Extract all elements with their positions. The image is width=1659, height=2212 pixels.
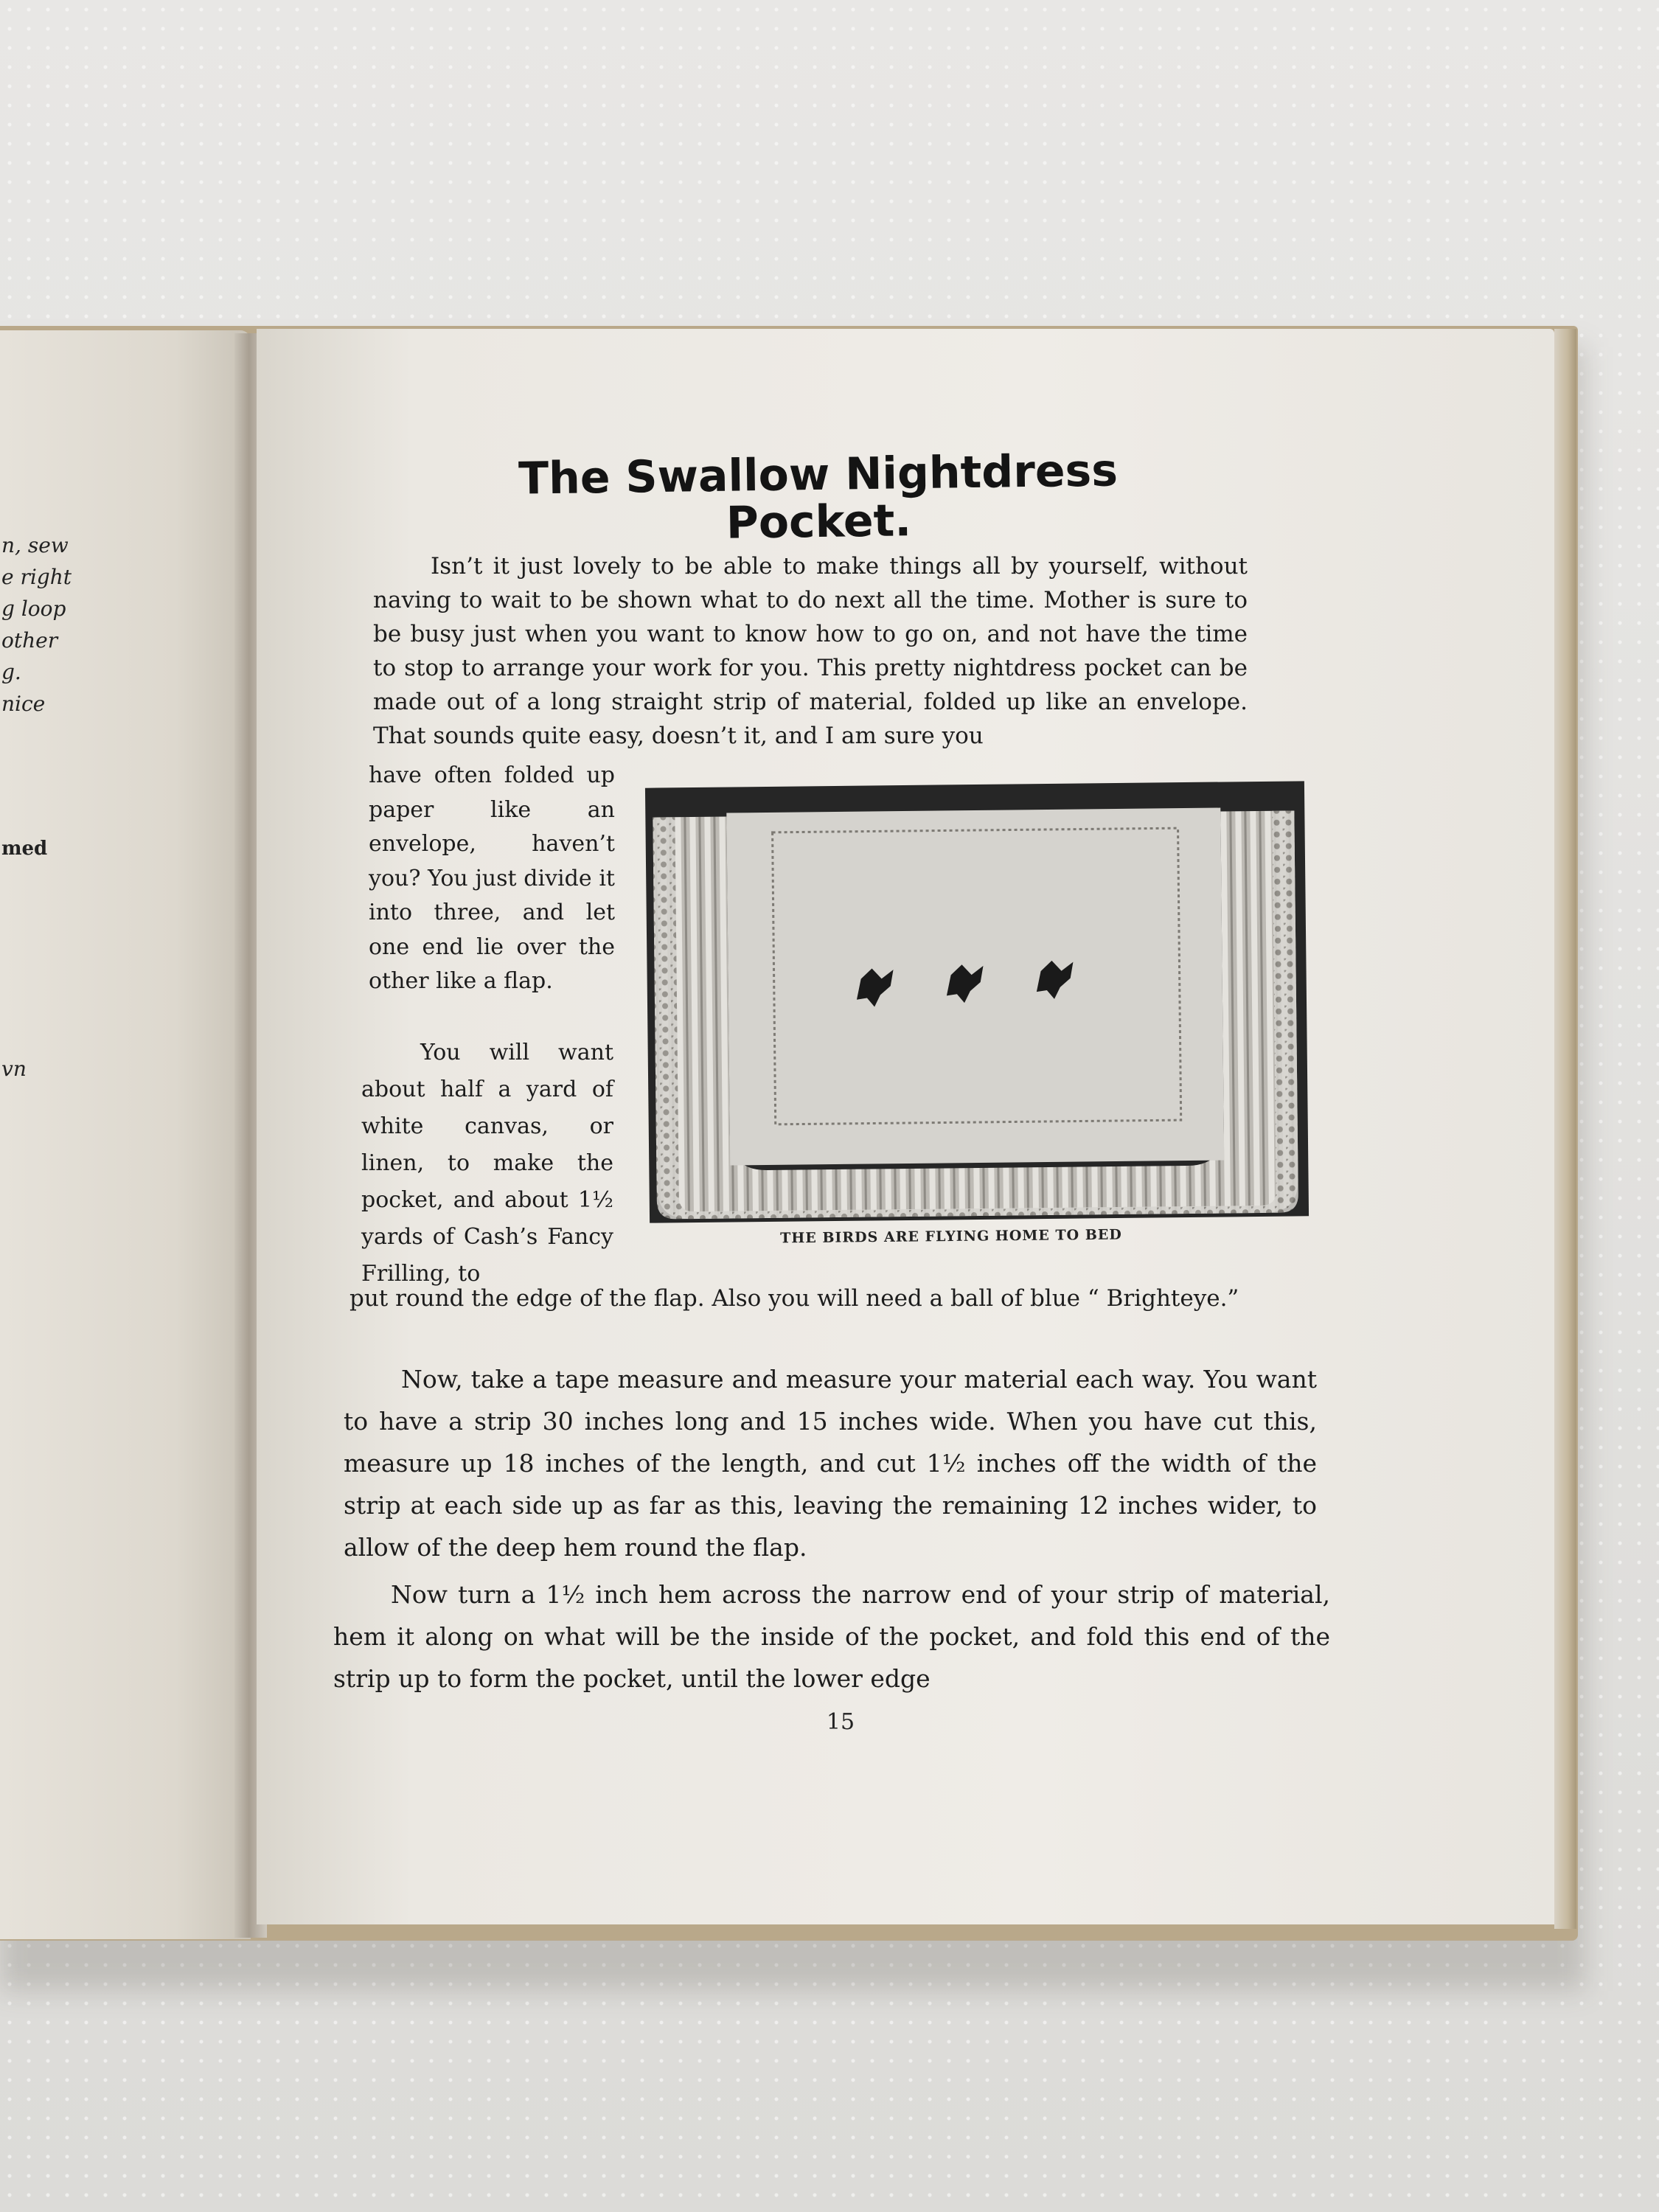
paragraph-2-narrow: You will want about half a yard of white canvas, or linen, to make the pocket, and about 1½ yards of Cash’s Fancy Frilling, to <box>361 1040 613 1287</box>
left-page-fragment: nice <box>1 692 46 716</box>
paragraph-4: Now turn a 1½ inch hem across the narrow end of your strip of material, hem it along on what will be the inside of the pocket, and fold this end of the strip up to form the pocket, until the lower edge <box>333 1580 1330 1693</box>
page-title <box>412 445 1225 551</box>
left-page-fragment: e right <box>1 565 72 589</box>
title-line-1: The Swallow Nightdress <box>518 445 1119 505</box>
nightdress-pocket-image <box>645 781 1309 1222</box>
pocket-photo <box>645 781 1309 1222</box>
photo-caption: THE BIRDS ARE FLYING HOME TO BED <box>780 1226 1122 1247</box>
paragraph-3: Now, take a tape measure and measure your material each way. You want to have a strip 30 inches long and 15 inches wide. When you have cut this, measure up 18 inches of the length, and cut 1½ inches off the width of the strip at each side up as far as this, leaving the remaining 12 inches wider, to allow of the deep hem round the flap. <box>344 1365 1317 1562</box>
page-number: 15 <box>826 1709 855 1735</box>
left-page-fragment: med <box>1 838 48 860</box>
left-page-fragment: g. <box>1 660 21 684</box>
page-edge <box>1554 329 1576 1929</box>
left-page-fragment: vn <box>1 1057 27 1081</box>
left-page <box>0 330 251 1939</box>
left-page-fragment: g loop <box>1 597 66 621</box>
left-page-fragment: other <box>1 628 58 653</box>
paragraph-1-full: Isn’t it just lovely to be able to make things all by yourself, without naving to wait to be shown what to do next all the time. Mother is sure to be busy just when you want to know how to go on, and not have the time to stop to arrange your work for you. This pretty nightdress pocket can be made out of a long straight strip of material, folded up like an envelope. That sounds quite easy, doesn’t it, and I am sure you <box>373 553 1248 749</box>
paragraph-2-full: put round the edge of the flap. Also you will need a ball of blue “ Brighteye.” <box>349 1285 1239 1312</box>
paragraph-1-narrow: have often folded up paper like an envelope, haven’t you? You just divide it into three, and let one end lie over the other like a flap. <box>369 762 615 994</box>
title-line-2: Pocket. <box>726 495 912 549</box>
left-page-fragment: n, sew <box>1 533 69 557</box>
